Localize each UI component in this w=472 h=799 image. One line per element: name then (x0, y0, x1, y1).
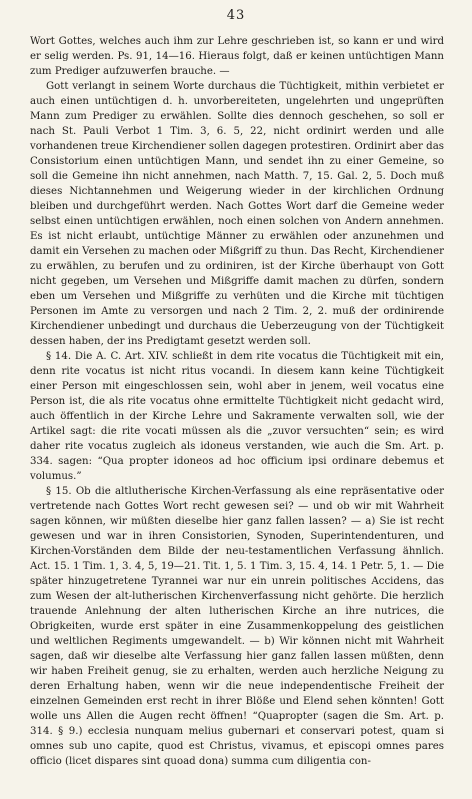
body-text (30, 34, 444, 769)
paragraph-section-14: § 14. Die A. C. Art. XIV. schließt in dem rite vocatus die Tüchtigkeit mit ein, denn rite vocatus ist nicht ritus vocandi. In diesem kann keine Tüchtigkeit einer Person mit eingeschlossen sein, wohl aber in jenem, weil vocatus eine Person ist, die als rite vocatus ohne ermittelte Tüchtigkeit nicht gedacht wird, auch öffentlich in der Kirche Lehre und Sakramente verwalten soll, wie der Artikel sagt: die rite vocati müssen als die „zuvor versuchten“ sein; es wird daher rite vocatus zugleich als idoneus verstanden, wie auch die Sm. Art. p. 334. sagen: “Qua propter idoneos ad hoc officium ipsi ordinare debemus et volumus.” (30, 351, 444, 482)
paragraph-section-15: § 15. Ob die altlutherische Kirchen-Verfassung als eine repräsentative oder vertretende nach Gottes Wort recht gewesen sei? — und ob wir mit Wahrheit sagen können, wir müßten dieselbe hier ganz fallen lassen? — a) Sie ist recht gewesen und war in ihren Consistorien, Synoden, Superintendenturen, und Kirchen-Vorständen dem Bilde der neu-testamentlichen Verfassung ähnlich. Act. 15. 1 Tim. 1, 3. 4, 5, 19—21. Tit. 1, 5. 1 Tim. 3, 15. 4, 14. 1 Petr. 5, 1. — Die später hinzugetretene Tyrannei war nur ein unrein politisches Accidens, das zum Wesen der alt-lutherischen Kirchenverfassung nicht gehörte. Die herzlich trauende Anlehnung der alten lutherischen Kirche an ihre nutrices, die Obrigkeiten, wurde erst später in eine Zusammenkoppelung des geistlichen und weltlichen Regiments umgewandelt. — b) Wir können nicht mit Wahrheit sagen, daß wir dieselbe alte Verfassung hier ganz fallen lassen müßten, denn wir haben Freiheit genug, sie zu erhalten, werden auch herzliche Neigung zu deren Erhaltung haben, wenn wir die neue independentische Freiheit der einzelnen Gemeinden erst recht in ihrer Blöße und Elend sehen könnten! Gott wolle uns Allen die Augen recht öffnen! “Quapropter (sagen die Sm. Art. p. 314. § 9.) ecclesia nunquam melius gubernari et conservari potest, quam si omnes sub uno capite, quod est Christus, vivamus, et episcopi omnes pares officio (licet dispares sint quoad dona) summa cum diligentia con- (30, 486, 444, 767)
page-number: 43 (226, 8, 246, 23)
paragraph-continuation: Wort Gottes, welches auch ihm zur Lehre geschrieben ist, so kann er und wird er selig werden. Ps. 91, 14—16. Hieraus folgt, daß er keinen untüchtigen Mann zum Prediger aufzuwerfen brauche. — (30, 36, 444, 77)
paragraph-calling-fitness: Gott verlangt in seinem Worte durchaus die Tüchtigkeit, mithin verbietet er auch einen untüchtigen d. h. unvorbereiteten, ungelehrten und ungeprüften Mann zum Prediger zu erwählen. Sollte dies dennoch geschehen, so soll er nach St. Pauli Verbot 1 Tim. 3, 6. 5, 22, nicht ordinirt werden und alle vorhandenen treue Kirchendiener sollen dagegen protestiren. Ordinirt aber das Consistorium einen untüchtigen Mann, und sendet ihn zu einer Gemeine, so soll die Gemeine ihn nicht annehmen, nach Matth. 7, 15. Gal. 2, 5. Doch muß dieses Nichtannehmen und Weigerung wieder in der kirchlichen Ordnung bleiben und durchgeführt werden. Nach Gottes Wort darf die Gemeine weder selbst einen untüchtigen erwählen, noch einen solchen von Andern annehmen. Es ist nicht erlaubt, untüchtige Männer zu erwählen oder anzunehmen und damit ein Versehen zu machen oder Mißgriff zu thun. Das Recht, Kirchendiener zu erwählen, zu berufen und zu ordiniren, ist der Kirche überhaupt von Gott nicht gegeben, um Versehen und Mißgriffe damit machen zu dürfen, sondern eben um Versehen und Mißgriffe zu verhüten und die Kirche mit tüchtigen Personen im Amte zu versorgen und nach 2 Tim. 2, 2. muß der ordinirende Kirchendiener unbedingt und durchaus die Ueberzeugung von der Tüchtigkeit dessen haben, der ins Predigtamt gesetzt werden soll. (30, 81, 444, 347)
